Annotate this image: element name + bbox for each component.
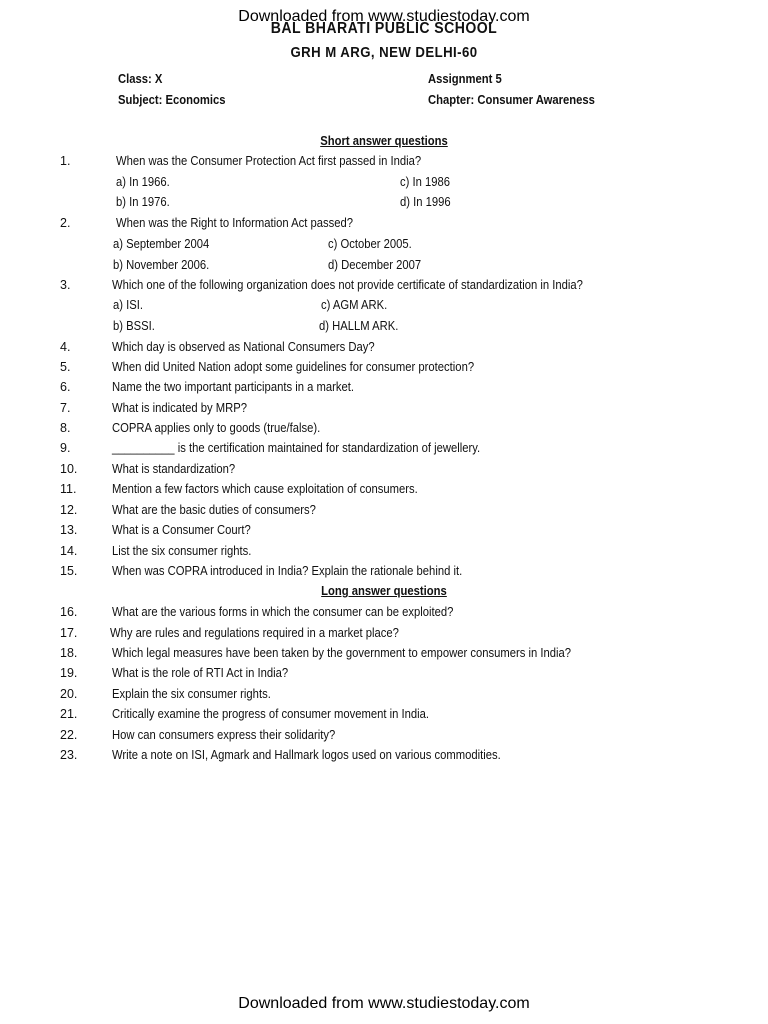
question-item [0, 503, 768, 523]
question-item [0, 687, 768, 707]
watermark-top: Downloaded from www.studiestoday.com [238, 8, 530, 25]
question-item [0, 707, 768, 727]
question-number: 14. [60, 544, 78, 558]
question-text: What is standardization? [112, 462, 236, 476]
question-text: Which legal measures have been taken by the government to empower consumers in India? [112, 646, 572, 660]
question-text: List the six consumer rights. [112, 544, 252, 558]
class-label: Class: X [118, 72, 163, 86]
question-text: Write a note on ISI, Agmark and Hallmark logos used on various commodities. [112, 748, 501, 762]
option-b: b) BSSI. [113, 319, 155, 333]
question-text: How can consumers express their solidarity? [112, 728, 336, 742]
question-item [0, 441, 768, 461]
question-item [0, 421, 768, 441]
short-answer-heading: Short answer questions [320, 134, 448, 148]
question-number: 8. [60, 421, 71, 435]
question-text: What are the basic duties of consumers? [112, 503, 316, 517]
option-c: c) In 1986 [400, 175, 451, 189]
question-text: What is the role of RTI Act in India? [112, 666, 289, 680]
school-address: GRH M ARG, NEW DELHI-60 [290, 44, 478, 61]
question-text: Mention a few factors which cause exploitation of consumers. [112, 482, 418, 496]
question-number: 6. [60, 380, 71, 394]
question-text: Which day is observed as National Consumers Day? [112, 340, 375, 354]
question-number: 11. [60, 482, 77, 496]
question-item [0, 544, 768, 564]
question-text: When did United Nation adopt some guidelines for consumer protection? [112, 360, 475, 374]
option-a: a) In 1966. [116, 175, 170, 189]
question-number: 2. [60, 216, 71, 230]
question-item [0, 216, 768, 236]
question-number: 19. [60, 666, 78, 680]
question-number: 20. [60, 687, 78, 701]
question-number: 9. [60, 441, 71, 455]
school-name: BAL BHARATI PUBLIC SCHOOL [270, 20, 498, 37]
question-number: 1. [60, 154, 71, 168]
question-number: 17. [60, 626, 78, 640]
question-number: 3. [60, 278, 71, 292]
question-item [0, 278, 768, 298]
question-text: COPRA applies only to goods (true/false). [112, 421, 321, 435]
question-number: 12. [60, 503, 78, 517]
question-number: 10. [60, 462, 78, 476]
question-number: 18. [60, 646, 78, 660]
question-text: Name the two important participants in a market. [112, 380, 354, 394]
question-text: What are the various forms in which the consumer can be exploited? [112, 605, 454, 619]
question-number: 22. [60, 728, 78, 742]
question-item [0, 728, 768, 748]
question-item [0, 626, 768, 646]
option-b: b) November 2006. [113, 258, 210, 272]
question-item [0, 380, 768, 400]
question-item [0, 748, 768, 768]
option-a: a) ISI. [113, 298, 144, 312]
watermark-bottom: Downloaded from www.studiestoday.com [238, 995, 530, 1012]
question-item [0, 564, 768, 584]
question-item [0, 340, 768, 360]
question-text: Explain the six consumer rights. [112, 687, 271, 701]
question-item [0, 482, 768, 502]
question-item [0, 646, 768, 666]
option-c: c) AGM ARK. [321, 298, 388, 312]
question-text: Critically examine the progress of consumer movement in India. [112, 707, 430, 721]
question-item [0, 401, 768, 421]
option-d: d) December 2007 [328, 258, 422, 272]
long-answer-heading: Long answer questions [321, 584, 447, 598]
option-a: a) September 2004 [113, 237, 210, 251]
question-number: 5. [60, 360, 71, 374]
question-text: When was the Right to Information Act passed? [116, 216, 354, 230]
question-text: What is indicated by MRP? [112, 401, 248, 415]
question-number: 23. [60, 748, 78, 762]
question-number: 15. [60, 564, 78, 578]
option-d: d) HALLM ARK. [319, 319, 399, 333]
question-item [0, 360, 768, 380]
question-item [0, 666, 768, 686]
question-number: 4. [60, 340, 71, 354]
question-text: What is a Consumer Court? [112, 523, 251, 537]
question-number: 13. [60, 523, 78, 537]
question-item [0, 523, 768, 543]
option-b: b) In 1976. [116, 195, 170, 209]
question-text: When was COPRA introduced in India? Explain the rationale behind it. [112, 564, 463, 578]
assignment-label: Assignment 5 [428, 72, 502, 86]
chapter-label: Chapter: Consumer Awareness [428, 93, 595, 107]
question-number: 21. [60, 707, 78, 721]
question-item [0, 462, 768, 482]
question-text: Which one of the following organization does not provide certificate of standardization in India? [112, 278, 583, 292]
question-text: When was the Consumer Protection Act first passed in India? [116, 154, 422, 168]
question-number: 16. [60, 605, 78, 619]
question-number: 7. [60, 401, 71, 415]
question-text: Why are rules and regulations required in a market place? [110, 626, 399, 640]
question-item [0, 605, 768, 625]
subject-label: Subject: Economics [118, 93, 226, 107]
option-c: c) October 2005. [328, 237, 412, 251]
question-item [0, 154, 768, 174]
option-d: d) In 1996 [400, 195, 451, 209]
question-text: __________ is the certification maintained for standardization of jewellery. [112, 441, 481, 455]
